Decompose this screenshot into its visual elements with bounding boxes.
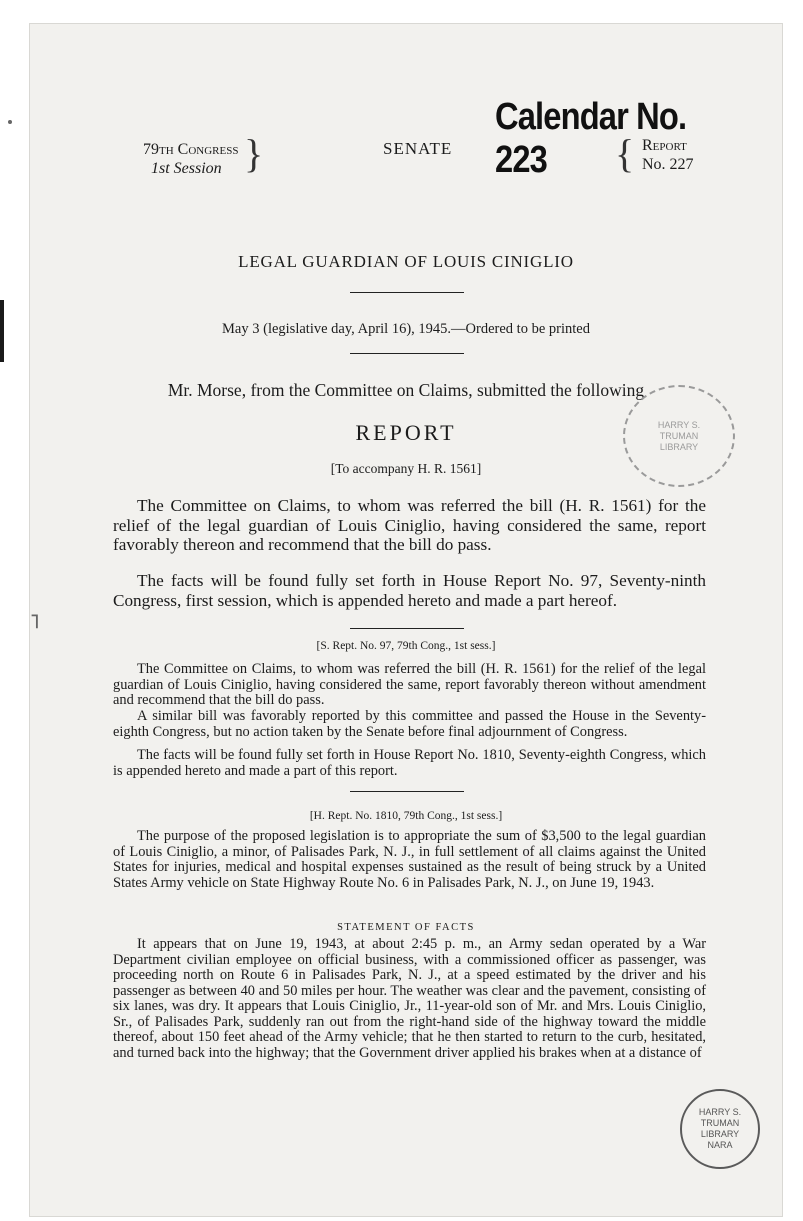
paragraph: The facts will be found fully set forth in House Report No. 97, Seventy-ninth Congress, first session, which is appended hereto and made a part hereof.	[113, 571, 706, 610]
paragraph: A similar bill was favorably reported by this committee and passed the House in the Seventy-eighth Congress, but no action taken by the Senate before final adjournment of Congress.	[113, 708, 706, 740]
nara-stamp-icon	[680, 1089, 760, 1169]
section-heading: STATEMENT OF FACTS	[337, 922, 475, 933]
calendar-number: Calendar No. 223	[495, 96, 687, 181]
dateline: May 3 (legislative day, April 16), 1945.—Ordered to be printed	[222, 321, 590, 337]
report-label: Report	[642, 137, 687, 154]
congress-line: 79th Congress	[143, 141, 239, 158]
left-brace-icon: {	[615, 131, 635, 176]
reference-note: [S. Rept. No. 97, 79th Cong., 1st sess.]	[316, 640, 496, 652]
bleed-through	[180, 24, 600, 254]
document-page	[22, 24, 782, 1216]
reference-note: [H. Rept. No. 1810, 79th Cong., 1st sess.]	[309, 810, 503, 822]
paragraph: The Committee on Claims, to whom was referred the bill (H. R. 1561) for the relief of the legal guardian of Louis Ciniglio, having considered the same, report favorably thereon and recommend that the bill do pass.	[113, 496, 706, 554]
divider	[350, 791, 464, 792]
report-heading: REPORT	[355, 420, 457, 445]
library-stamp-icon	[623, 385, 735, 487]
divider	[350, 292, 464, 293]
edge-mark	[0, 300, 4, 362]
accompany-note: [To accompany H. R. 1561]	[330, 461, 482, 476]
paragraph: The facts will be found fully set forth in House Report No. 1810, Seventy-eighth Congress, which is appended hereto and made a part of this report.	[113, 747, 706, 779]
divider	[350, 628, 464, 629]
library-stamp-text: HARRY S. TRUMAN LIBRARY	[657, 419, 701, 452]
session-line: 1st Session	[151, 160, 222, 177]
document-title: LEGAL GUARDIAN OF LOUIS CINIGLIO	[238, 252, 574, 271]
pencil-mark-icon: ⌐	[22, 612, 48, 631]
right-brace-icon: }	[244, 131, 264, 176]
chamber-label: SENATE	[383, 139, 453, 158]
nara-stamp-text: HARRY S. TRUMAN LIBRARY NARA	[698, 1107, 742, 1150]
paragraph: The purpose of the proposed legislation is to appropriate the sum of $3,500 to the legal guardian of Louis Ciniglio, a minor, of Palisades Park, N. J., in full settlement of all claims against the United States for injuries, medical and hospital expenses sustained as the result of being struck by a United States Army vehicle on State Highway Route No. 6 in Palisades Park, N. J., on June 19, 1943.	[113, 828, 706, 891]
paragraph: It appears that on June 19, 1943, at about 2:45 p. m., an Army sedan operated by a War Department civilian employee on official business, with a commissioned officer as passenger, was proceeding north on Route 6 in Palisades Park, N. J., at a speed estimated by the driver and his passenger as between 40 and 50 miles per hour. The weather was clear and the pavement, consisting of six lanes, was dry. It appears that Louis Ciniglio, Jr., 11-year-old son of Mr. and Mrs. Louis Ciniglio, Sr., of Palisades Park, suddenly ran out from the right-hand side of the highway toward the middle thereof, about 150 feet ahead of the Army vehicle; that he then started to return to the curb, hesitated, and turned back into the highway; that the Government driver applied his brakes when at a distance of	[113, 936, 706, 1061]
submitted-by: Mr. Morse, from the Committee on Claims, submitted the following	[167, 380, 645, 400]
divider	[350, 353, 464, 354]
report-number-block	[642, 136, 694, 174]
paragraph: The Committee on Claims, to whom was referred the bill (H. R. 1561) for the relief of the legal guardian of Louis Ciniglio, having considered the same, report favorably thereon without amendment and recommend that the bill do pass.	[113, 661, 706, 708]
hole-dot-icon	[8, 120, 12, 124]
report-number: No. 227	[642, 156, 694, 173]
